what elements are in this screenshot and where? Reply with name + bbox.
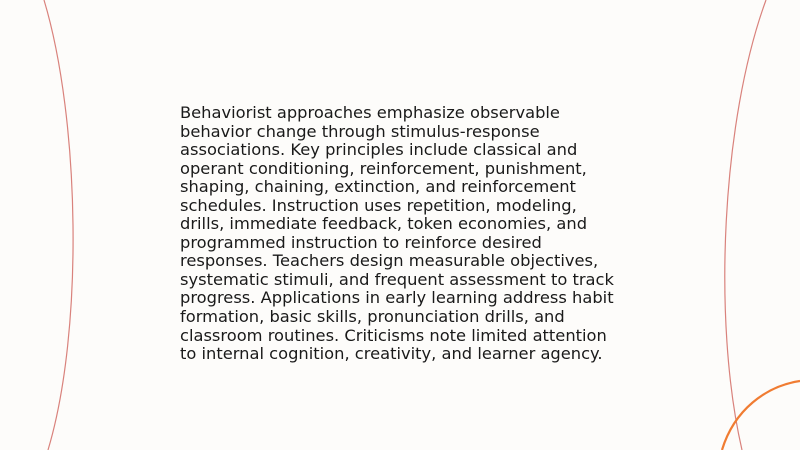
paragraph-line: drills, immediate feedback, token economies, and: [180, 214, 588, 234]
paragraph-line: formation, basic skills, pronunciation drills, and: [180, 307, 565, 327]
paragraph-line: schedules. Instruction uses repetition, modeling,: [180, 195, 577, 215]
paragraph-line: associations. Key principles include classical and: [180, 140, 578, 160]
paragraph-line: progress. Applications in early learning address habit: [180, 288, 614, 308]
left-decorative-curve: [44, 0, 73, 450]
paragraph-line: responses. Teachers design measurable objectives,: [180, 251, 599, 271]
paragraph-line: operant conditioning, reinforcement, punishment,: [180, 158, 587, 178]
right-decorative-curve: [725, 0, 766, 450]
paragraph-line: behavior change through stimulus-response: [180, 121, 540, 141]
orange-accent-arc: [722, 381, 800, 450]
body-paragraph: [180, 104, 640, 364]
paragraph-line: Behaviorist approaches emphasize observable: [180, 103, 560, 122]
paragraph-line: to internal cognition, creativity, and learner agency.: [180, 344, 603, 364]
paragraph-line: systematic stimuli, and frequent assessment to track: [180, 269, 614, 289]
paragraph-line: programmed instruction to reinforce desired: [180, 232, 542, 252]
paragraph-line: classroom routines. Criticisms note limited attention: [180, 325, 607, 345]
paragraph-line: shaping, chaining, extinction, and reinforcement: [180, 177, 576, 197]
